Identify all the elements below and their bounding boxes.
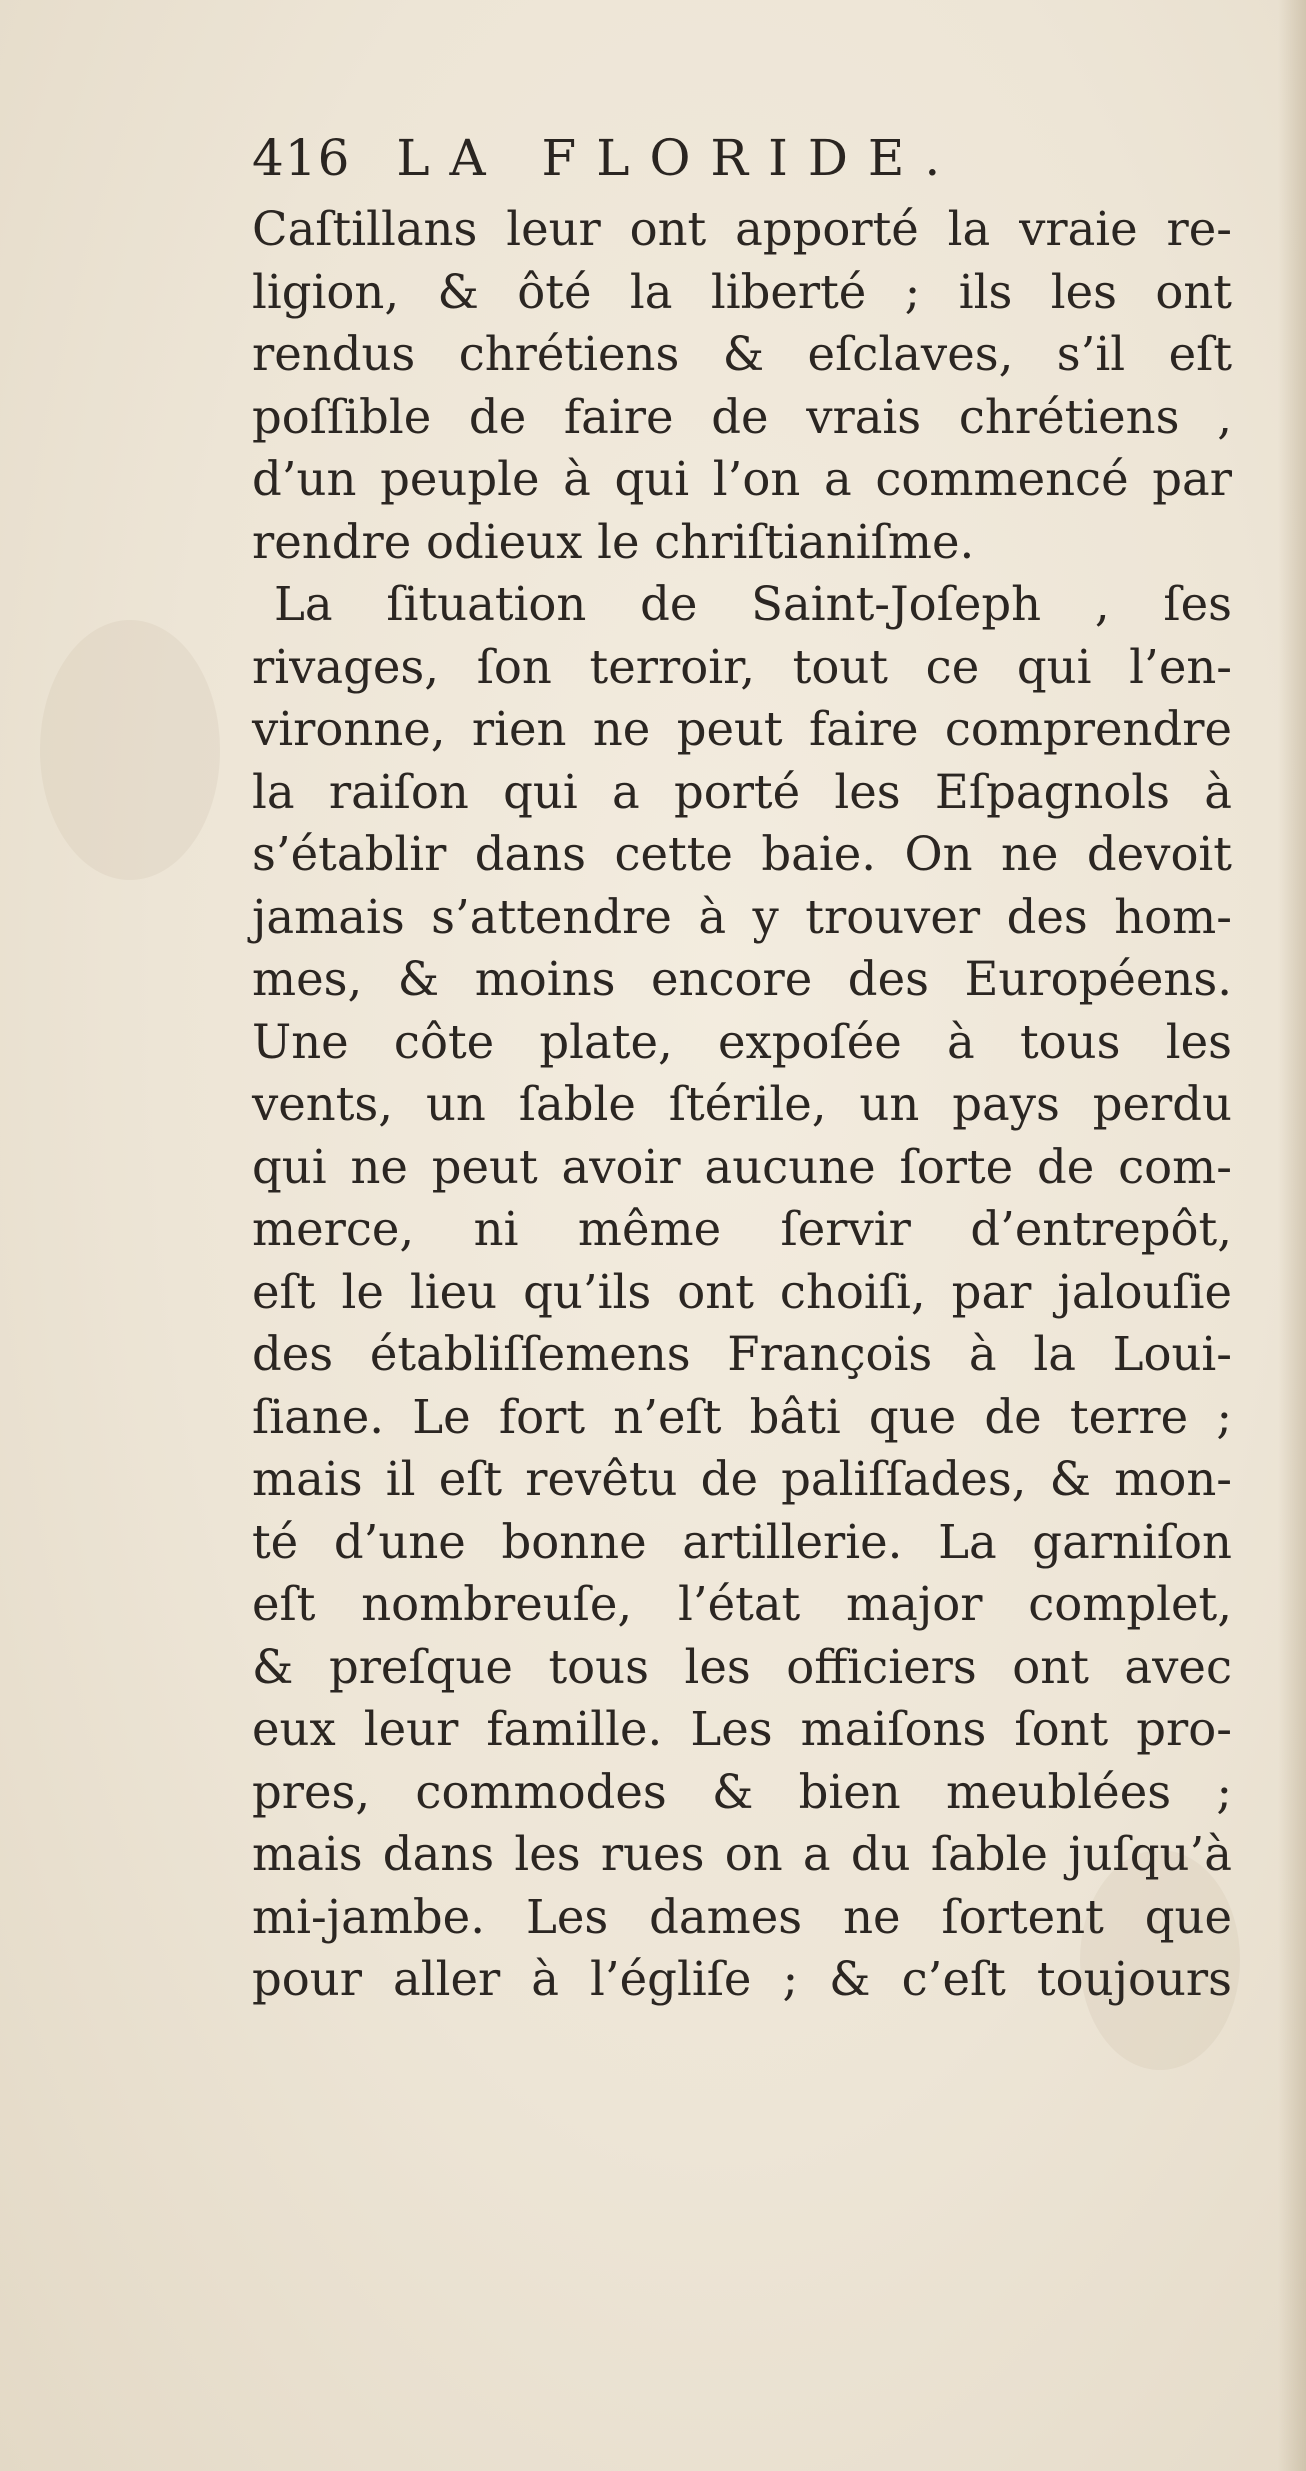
text-line: eux leur famille. Les maiſons ſont pro- [252, 1702, 1232, 1756]
text-line: ſiane. Le fort n’eſt bâti que de terre ; [252, 1389, 1232, 1444]
text-line: eſt nombreuſe, l’état major complet, [252, 1577, 1232, 1631]
running-title: LA FLORIDE. [396, 129, 961, 187]
text-line: pour aller à l’égliſe ; & c’eſt toujours [252, 1952, 1232, 2006]
text-line: rivages, ſon terroir, tout ce qui l’en- [252, 639, 1232, 694]
page-header [252, 118, 1152, 198]
text-line: jamais s’attendre à y trouver des hom- [252, 889, 1232, 944]
text-line: mais il eſt revêtu de paliſſades, & mon- [252, 1452, 1232, 1506]
text-line: des établiſſemens François à la Loui- [252, 1327, 1232, 1381]
text-line: s’établir dans cette baie. On ne devoit [252, 827, 1232, 881]
text-line: Une côte plate, expoſée à tous les [252, 1014, 1232, 1069]
text-line: mi-jambe. Les dames ne ſortent que [252, 1889, 1232, 1944]
text-line: la raiſon qui a porté les Eſpagnols à [252, 764, 1232, 819]
text-line: Caſtillans leur ont apporté la vraie re- [252, 202, 1232, 256]
paper-stain [40, 620, 220, 880]
text-line: eſt le lieu qu’ils ont choiſi, par jalouſie [252, 1264, 1232, 1319]
text-line: rendre odieux le chriſtianiſme. [252, 514, 975, 569]
page-number: 416 [252, 129, 351, 187]
text-line: vironne, rien ne peut faire comprendre [252, 702, 1232, 756]
text-line: qui ne peut avoir aucune ſorte de com- [252, 1139, 1232, 1194]
text-line: & preſque tous les officiers ont avec [252, 1639, 1232, 1694]
text-line: d’un peuple à qui l’on a commencé par [252, 452, 1232, 506]
body-text [252, 198, 1232, 2011]
text-line: vents, un ſable ſtérile, un pays perdu [252, 1077, 1232, 1131]
text-line: rendus chrétiens & eſclaves, s’il eſt [252, 327, 1232, 381]
text-line: mes, & moins encore des Européens. [252, 952, 1232, 1006]
text-line: merce, ni même ſervir d’entrepôt, [252, 1202, 1232, 1256]
page-edge-shadow [1278, 0, 1306, 2471]
text-line: ligion, & ôté la liberté ; ils les ont [252, 264, 1232, 319]
text-line: poſſible de faire de vrais chrétiens , [252, 389, 1232, 444]
text-line: té d’une bonne artillerie. La garniſon [252, 1514, 1232, 1569]
text-line: pres, commodes & bien meublées ; [252, 1764, 1232, 1819]
paragraph-start-line: La ſituation de Saint-Joſeph , ſes [274, 577, 1232, 631]
text-line: mais dans les rues on a du ſable juſqu’à [252, 1827, 1232, 1881]
